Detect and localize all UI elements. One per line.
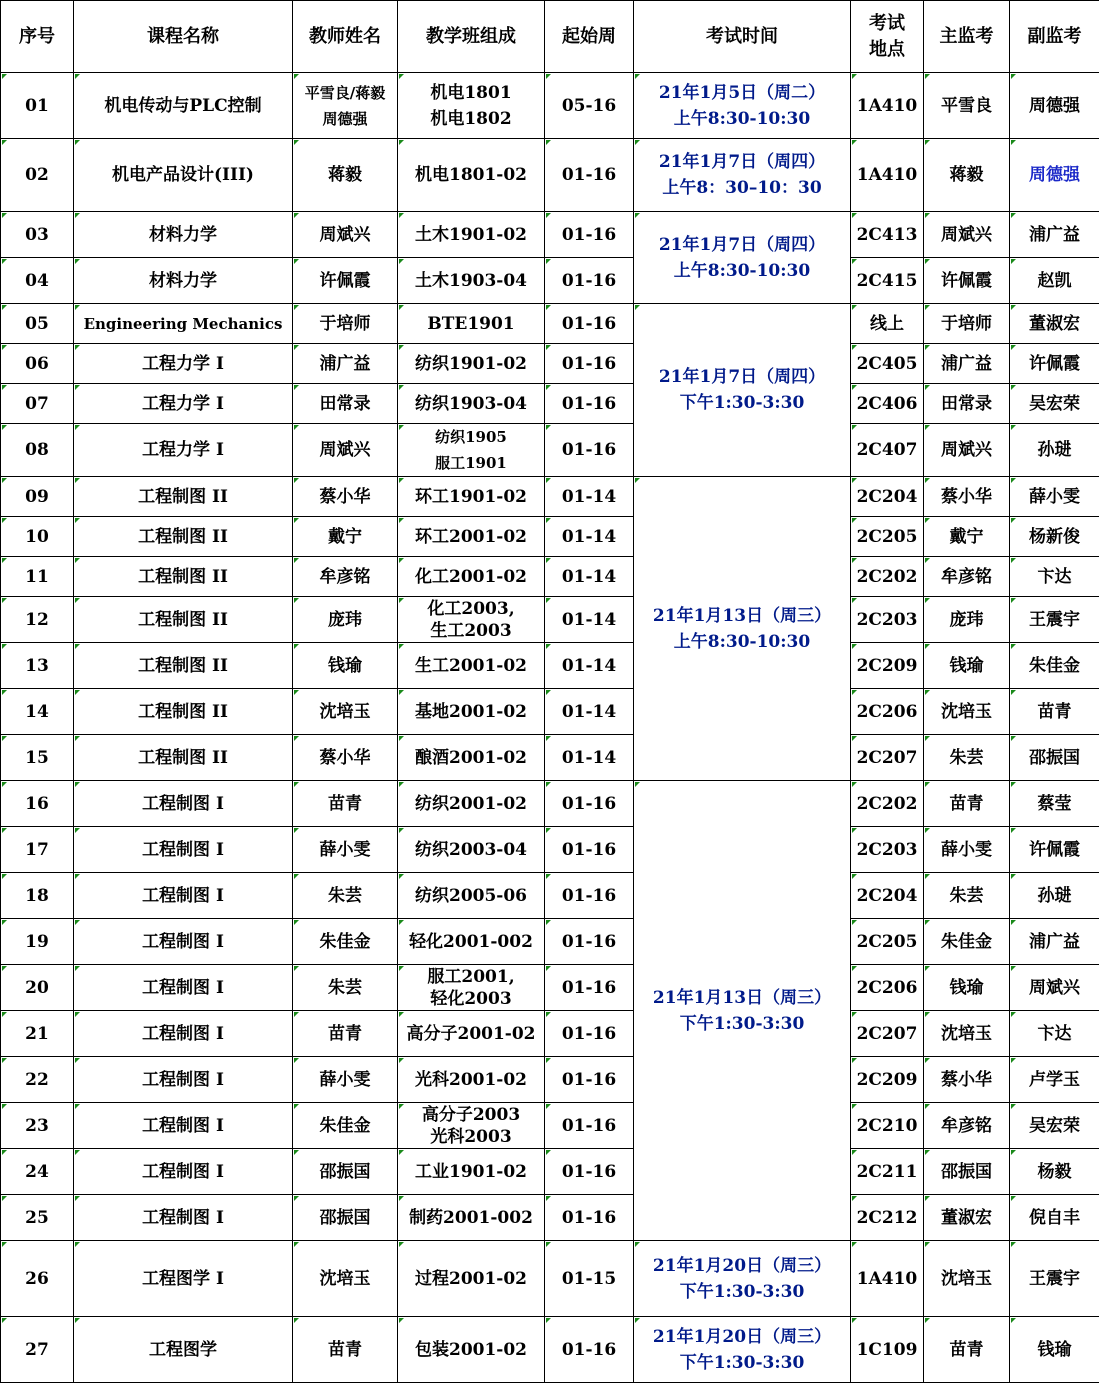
cell-course: 工程制图 I <box>74 919 293 965</box>
cell-teacher-line2: 周德强 <box>295 106 395 132</box>
header-seq: 序号 <box>1 1 74 73</box>
cell-exam-time <box>634 781 851 1241</box>
cell-deputy: 蔡莹 <box>1010 781 1099 827</box>
header-place <box>851 1 924 73</box>
cell-class: 轻化2001-002 <box>398 919 545 965</box>
table-row <box>1 304 1099 344</box>
cell-weeks: 01-14 <box>545 557 634 597</box>
exam-slot: 下午1:30-3:30 <box>636 1350 848 1376</box>
cell-course: 工程制图 II <box>74 689 293 735</box>
cell-teacher: 周斌兴 <box>293 424 398 477</box>
cell-class: 化工2001-02 <box>398 557 545 597</box>
exam-date: 21年1月7日（周四） <box>636 232 848 258</box>
cell-course: 工程制图 I <box>74 1057 293 1103</box>
cell-seq: 18 <box>1 873 74 919</box>
cell-teacher: 邵振国 <box>293 1195 398 1241</box>
cell-seq: 14 <box>1 689 74 735</box>
cell-chief: 苗青 <box>924 781 1010 827</box>
cell-weeks: 01-16 <box>545 1103 634 1149</box>
cell-class-line2: 服工1901 <box>400 450 542 476</box>
cell-teacher: 庞玮 <box>293 597 398 643</box>
cell-teacher: 沈培玉 <box>293 689 398 735</box>
exam-slot: 上午8:30-10:30 <box>636 258 848 284</box>
table-row <box>1 212 1099 258</box>
cell-teacher: 蔡小华 <box>293 477 398 517</box>
header-place-line1: 考试 <box>853 11 921 37</box>
cell-chief: 朱芸 <box>924 873 1010 919</box>
cell-place: 2C211 <box>851 1149 924 1195</box>
table-row <box>1 597 1099 643</box>
cell-weeks: 01-15 <box>545 1241 634 1317</box>
cell-class-line1: 服工2001, <box>400 966 542 988</box>
cell-deputy: 周斌兴 <box>1010 965 1099 1011</box>
cell-place: 线上 <box>851 304 924 344</box>
cell-place: 1A410 <box>851 73 924 139</box>
header-place-line2: 地点 <box>853 37 921 63</box>
cell-seq: 06 <box>1 344 74 384</box>
cell-class: BTE1901 <box>398 304 545 344</box>
cell-course: Engineering Mechanics <box>74 304 293 344</box>
cell-seq: 15 <box>1 735 74 781</box>
cell-chief: 沈培玉 <box>924 1241 1010 1317</box>
table-row <box>1 827 1099 873</box>
cell-weeks: 01-16 <box>545 827 634 873</box>
cell-seq: 11 <box>1 557 74 597</box>
cell-deputy: 杨毅 <box>1010 1149 1099 1195</box>
cell-weeks: 01-16 <box>545 1057 634 1103</box>
cell-chief: 牟彦铭 <box>924 557 1010 597</box>
header-deputy: 副监考 <box>1010 1 1099 73</box>
cell-chief: 钱瑜 <box>924 965 1010 1011</box>
cell-chief: 周斌兴 <box>924 212 1010 258</box>
table-row <box>1 643 1099 689</box>
cell-class: 高分子2001-02 <box>398 1011 545 1057</box>
cell-weeks: 01-16 <box>545 344 634 384</box>
cell-deputy: 倪自丰 <box>1010 1195 1099 1241</box>
cell-chief: 薛小雯 <box>924 827 1010 873</box>
exam-slot: 下午1:30-3:30 <box>636 390 848 416</box>
cell-course: 工程制图 I <box>74 873 293 919</box>
cell-teacher-line1: 平雪良/蒋毅 <box>295 80 395 106</box>
cell-teacher: 浦广益 <box>293 344 398 384</box>
header-row <box>1 1 1099 73</box>
table-row <box>1 139 1099 212</box>
cell-weeks: 01-16 <box>545 384 634 424</box>
cell-teacher: 朱芸 <box>293 873 398 919</box>
cell-course: 工程力学 I <box>74 384 293 424</box>
cell-teacher: 田常录 <box>293 384 398 424</box>
cell-course: 工程制图 II <box>74 735 293 781</box>
cell-class-line1: 高分子2003 <box>400 1104 542 1126</box>
cell-weeks: 01-16 <box>545 1317 634 1383</box>
cell-place: 2C207 <box>851 1011 924 1057</box>
cell-teacher: 朱芸 <box>293 965 398 1011</box>
cell-course: 机电传动与PLC控制 <box>74 73 293 139</box>
cell-chief: 牟彦铭 <box>924 1103 1010 1149</box>
cell-class: 纺织1903-04 <box>398 384 545 424</box>
cell-place: 2C203 <box>851 827 924 873</box>
table-row <box>1 477 1099 517</box>
cell-exam-time <box>634 212 851 304</box>
cell-course: 工程图学 I <box>74 1241 293 1317</box>
cell-seq: 12 <box>1 597 74 643</box>
cell-course: 工程制图 I <box>74 1011 293 1057</box>
cell-class: 光科2001-02 <box>398 1057 545 1103</box>
cell-deputy: 王震宇 <box>1010 1241 1099 1317</box>
cell-place: 2C206 <box>851 965 924 1011</box>
header-teacher: 教师姓名 <box>293 1 398 73</box>
table-row <box>1 1195 1099 1241</box>
cell-deputy: 浦广益 <box>1010 919 1099 965</box>
table-row <box>1 73 1099 139</box>
cell-place: 2C405 <box>851 344 924 384</box>
cell-course: 工程制图 II <box>74 557 293 597</box>
cell-chief: 苗青 <box>924 1317 1010 1383</box>
table-row <box>1 781 1099 827</box>
cell-chief: 沈培玉 <box>924 689 1010 735</box>
cell-seq: 09 <box>1 477 74 517</box>
cell-seq: 07 <box>1 384 74 424</box>
cell-seq: 05 <box>1 304 74 344</box>
cell-place: 2C202 <box>851 557 924 597</box>
header-class: 教学班组成 <box>398 1 545 73</box>
cell-teacher: 戴宁 <box>293 517 398 557</box>
cell-course: 工程制图 II <box>74 643 293 689</box>
cell-place: 2C204 <box>851 873 924 919</box>
cell-class: 包装2001-02 <box>398 1317 545 1383</box>
exam-date: 21年1月5日（周二） <box>636 80 848 106</box>
cell-chief: 田常录 <box>924 384 1010 424</box>
table-row <box>1 1241 1099 1317</box>
cell-course: 材料力学 <box>74 212 293 258</box>
cell-place: 2C202 <box>851 781 924 827</box>
cell-seq: 17 <box>1 827 74 873</box>
cell-place: 2C209 <box>851 643 924 689</box>
cell-place: 2C212 <box>851 1195 924 1241</box>
cell-course: 工程制图 I <box>74 1103 293 1149</box>
cell-teacher: 邵振国 <box>293 1149 398 1195</box>
cell-seq: 01 <box>1 73 74 139</box>
cell-place: 2C207 <box>851 735 924 781</box>
cell-seq: 19 <box>1 919 74 965</box>
cell-chief: 周斌兴 <box>924 424 1010 477</box>
table-row <box>1 344 1099 384</box>
exam-slot: 上午8:30-10:30 <box>636 106 848 132</box>
cell-course: 工程力学 I <box>74 424 293 477</box>
cell-chief: 沈培玉 <box>924 1011 1010 1057</box>
table-row <box>1 1103 1099 1149</box>
cell-class: 纺织2003-04 <box>398 827 545 873</box>
cell-deputy: 孙琎 <box>1010 873 1099 919</box>
cell-deputy: 董淑宏 <box>1010 304 1099 344</box>
cell-class: 过程2001-02 <box>398 1241 545 1317</box>
header-time: 考试时间 <box>634 1 851 73</box>
cell-place: 1C109 <box>851 1317 924 1383</box>
cell-class: 土木1903-04 <box>398 258 545 304</box>
exam-date: 21年1月20日（周三） <box>636 1253 848 1279</box>
cell-chief: 蔡小华 <box>924 1057 1010 1103</box>
cell-class-line1: 化工2003, <box>400 598 542 620</box>
cell-deputy: 浦广益 <box>1010 212 1099 258</box>
cell-class: 生工2001-02 <box>398 643 545 689</box>
cell-weeks: 01-14 <box>545 597 634 643</box>
cell-class <box>398 1103 545 1149</box>
table-row <box>1 919 1099 965</box>
cell-exam-time <box>634 1317 851 1383</box>
cell-class-line2: 机电1802 <box>400 106 542 132</box>
cell-deputy: 周德强 <box>1010 139 1099 212</box>
cell-place: 2C206 <box>851 689 924 735</box>
cell-deputy: 许佩霞 <box>1010 827 1099 873</box>
cell-weeks: 01-16 <box>545 258 634 304</box>
cell-weeks: 01-16 <box>545 1195 634 1241</box>
cell-weeks: 01-16 <box>545 304 634 344</box>
cell-course: 工程制图 II <box>74 477 293 517</box>
cell-exam-time <box>634 304 851 477</box>
cell-place: 2C204 <box>851 477 924 517</box>
cell-course: 工程制图 II <box>74 517 293 557</box>
cell-seq: 23 <box>1 1103 74 1149</box>
cell-place: 2C413 <box>851 212 924 258</box>
cell-course: 工程力学 I <box>74 344 293 384</box>
cell-seq: 13 <box>1 643 74 689</box>
cell-place: 2C205 <box>851 919 924 965</box>
cell-weeks: 01-16 <box>545 1149 634 1195</box>
cell-weeks: 01-16 <box>545 1011 634 1057</box>
cell-seq: 21 <box>1 1011 74 1057</box>
cell-class: 制药2001-002 <box>398 1195 545 1241</box>
cell-course: 工程制图 II <box>74 597 293 643</box>
cell-chief: 庞玮 <box>924 597 1010 643</box>
cell-class <box>398 965 545 1011</box>
cell-chief: 朱芸 <box>924 735 1010 781</box>
table-row <box>1 1149 1099 1195</box>
cell-class-line2: 光科2003 <box>400 1126 542 1148</box>
cell-seq: 16 <box>1 781 74 827</box>
table-row <box>1 1011 1099 1057</box>
exam-date: 21年1月7日（周四） <box>636 149 848 175</box>
cell-weeks: 01-14 <box>545 735 634 781</box>
cell-chief: 于培师 <box>924 304 1010 344</box>
cell-weeks: 01-16 <box>545 919 634 965</box>
cell-class: 纺织2001-02 <box>398 781 545 827</box>
cell-seq: 10 <box>1 517 74 557</box>
cell-weeks: 05-16 <box>545 73 634 139</box>
cell-teacher: 蒋毅 <box>293 139 398 212</box>
cell-place: 1A410 <box>851 139 924 212</box>
header-weeks: 起始周 <box>545 1 634 73</box>
cell-weeks: 01-16 <box>545 965 634 1011</box>
cell-place: 2C203 <box>851 597 924 643</box>
cell-course: 工程制图 I <box>74 827 293 873</box>
cell-deputy: 吴宏荣 <box>1010 384 1099 424</box>
cell-class-line1: 机电1801 <box>400 80 542 106</box>
cell-chief: 邵振国 <box>924 1149 1010 1195</box>
cell-chief: 蔡小华 <box>924 477 1010 517</box>
cell-deputy: 杨新俊 <box>1010 517 1099 557</box>
cell-chief: 许佩霞 <box>924 258 1010 304</box>
header-chief: 主监考 <box>924 1 1010 73</box>
cell-deputy: 周德强 <box>1010 73 1099 139</box>
cell-deputy: 王震宇 <box>1010 597 1099 643</box>
cell-chief: 董淑宏 <box>924 1195 1010 1241</box>
cell-weeks: 01-14 <box>545 689 634 735</box>
table-row <box>1 557 1099 597</box>
cell-class: 环工2001-02 <box>398 517 545 557</box>
cell-class <box>398 424 545 477</box>
cell-chief: 浦广益 <box>924 344 1010 384</box>
cell-weeks: 01-16 <box>545 781 634 827</box>
cell-course: 工程制图 I <box>74 1149 293 1195</box>
exam-slot: 上午8：30–10：30 <box>636 175 848 201</box>
cell-weeks: 01-14 <box>545 477 634 517</box>
cell-weeks: 01-16 <box>545 424 634 477</box>
cell-teacher: 苗青 <box>293 1011 398 1057</box>
cell-seq: 26 <box>1 1241 74 1317</box>
cell-course: 工程制图 I <box>74 965 293 1011</box>
cell-place: 1A410 <box>851 1241 924 1317</box>
table-row <box>1 258 1099 304</box>
cell-seq: 25 <box>1 1195 74 1241</box>
cell-weeks: 01-14 <box>545 643 634 689</box>
cell-teacher: 周斌兴 <box>293 212 398 258</box>
cell-teacher <box>293 73 398 139</box>
cell-exam-time <box>634 477 851 781</box>
table-row <box>1 1317 1099 1383</box>
exam-slot: 上午8:30-10:30 <box>636 629 848 655</box>
exam-date: 21年1月13日（周三） <box>636 985 848 1011</box>
cell-teacher: 苗青 <box>293 1317 398 1383</box>
cell-seq: 22 <box>1 1057 74 1103</box>
cell-seq: 04 <box>1 258 74 304</box>
cell-class: 酿酒2001-02 <box>398 735 545 781</box>
cell-weeks: 01-16 <box>545 873 634 919</box>
cell-teacher: 沈培玉 <box>293 1241 398 1317</box>
cell-class: 机电1801-02 <box>398 139 545 212</box>
cell-class: 基地2001-02 <box>398 689 545 735</box>
cell-course: 材料力学 <box>74 258 293 304</box>
cell-class-line2: 轻化2003 <box>400 988 542 1010</box>
cell-deputy: 朱佳金 <box>1010 643 1099 689</box>
cell-teacher: 许佩霞 <box>293 258 398 304</box>
cell-chief: 戴宁 <box>924 517 1010 557</box>
cell-deputy: 卞达 <box>1010 1011 1099 1057</box>
cell-seq: 02 <box>1 139 74 212</box>
cell-teacher: 朱佳金 <box>293 919 398 965</box>
cell-teacher: 蔡小华 <box>293 735 398 781</box>
exam-date: 21年1月20日（周三） <box>636 1324 848 1350</box>
table-row <box>1 517 1099 557</box>
cell-deputy: 吴宏荣 <box>1010 1103 1099 1149</box>
cell-deputy: 卞达 <box>1010 557 1099 597</box>
cell-deputy: 薛小雯 <box>1010 477 1099 517</box>
cell-teacher: 薛小雯 <box>293 1057 398 1103</box>
cell-course: 工程图学 <box>74 1317 293 1383</box>
cell-deputy: 苗青 <box>1010 689 1099 735</box>
cell-teacher: 苗青 <box>293 781 398 827</box>
table-row <box>1 965 1099 1011</box>
cell-teacher: 于培师 <box>293 304 398 344</box>
table-row <box>1 1057 1099 1103</box>
cell-place: 2C415 <box>851 258 924 304</box>
cell-course: 机电产品设计(III) <box>74 139 293 212</box>
cell-chief: 蒋毅 <box>924 139 1010 212</box>
cell-deputy: 邵振国 <box>1010 735 1099 781</box>
cell-chief: 朱佳金 <box>924 919 1010 965</box>
cell-weeks: 01-14 <box>545 517 634 557</box>
cell-place: 2C406 <box>851 384 924 424</box>
cell-class: 环工1901-02 <box>398 477 545 517</box>
cell-deputy: 孙琎 <box>1010 424 1099 477</box>
cell-class: 工业1901-02 <box>398 1149 545 1195</box>
cell-place: 2C209 <box>851 1057 924 1103</box>
cell-weeks: 01-16 <box>545 139 634 212</box>
cell-weeks: 01-16 <box>545 212 634 258</box>
cell-deputy: 钱瑜 <box>1010 1317 1099 1383</box>
cell-teacher: 薛小雯 <box>293 827 398 873</box>
cell-chief: 钱瑜 <box>924 643 1010 689</box>
cell-class: 纺织1901-02 <box>398 344 545 384</box>
cell-exam-time <box>634 139 851 212</box>
cell-seq: 03 <box>1 212 74 258</box>
cell-place: 2C210 <box>851 1103 924 1149</box>
cell-teacher: 牟彦铭 <box>293 557 398 597</box>
cell-class <box>398 597 545 643</box>
table-row <box>1 735 1099 781</box>
table-row <box>1 873 1099 919</box>
exam-slot: 下午1:30-3:30 <box>636 1011 848 1037</box>
cell-place: 2C407 <box>851 424 924 477</box>
cell-place: 2C205 <box>851 517 924 557</box>
cell-chief: 平雪良 <box>924 73 1010 139</box>
table-row <box>1 384 1099 424</box>
cell-exam-time <box>634 73 851 139</box>
cell-course: 工程制图 I <box>74 1195 293 1241</box>
cell-class-line2: 生工2003 <box>400 620 542 642</box>
cell-deputy: 许佩霞 <box>1010 344 1099 384</box>
exam-date: 21年1月13日（周三） <box>636 603 848 629</box>
cell-seq: 27 <box>1 1317 74 1383</box>
cell-seq: 20 <box>1 965 74 1011</box>
cell-course: 工程制图 I <box>74 781 293 827</box>
cell-seq: 08 <box>1 424 74 477</box>
cell-teacher: 朱佳金 <box>293 1103 398 1149</box>
cell-deputy: 赵凯 <box>1010 258 1099 304</box>
cell-class: 土木1901-02 <box>398 212 545 258</box>
header-course: 课程名称 <box>74 1 293 73</box>
cell-class: 纺织2005-06 <box>398 873 545 919</box>
cell-exam-time <box>634 1241 851 1317</box>
cell-class <box>398 73 545 139</box>
cell-deputy: 卢学玉 <box>1010 1057 1099 1103</box>
cell-class-line1: 纺织1905 <box>400 424 542 450</box>
table-row <box>1 424 1099 477</box>
table-row <box>1 689 1099 735</box>
cell-seq: 24 <box>1 1149 74 1195</box>
cell-teacher: 钱瑜 <box>293 643 398 689</box>
exam-slot: 下午1:30-3:30 <box>636 1279 848 1305</box>
exam-date: 21年1月7日（周四） <box>636 364 848 390</box>
